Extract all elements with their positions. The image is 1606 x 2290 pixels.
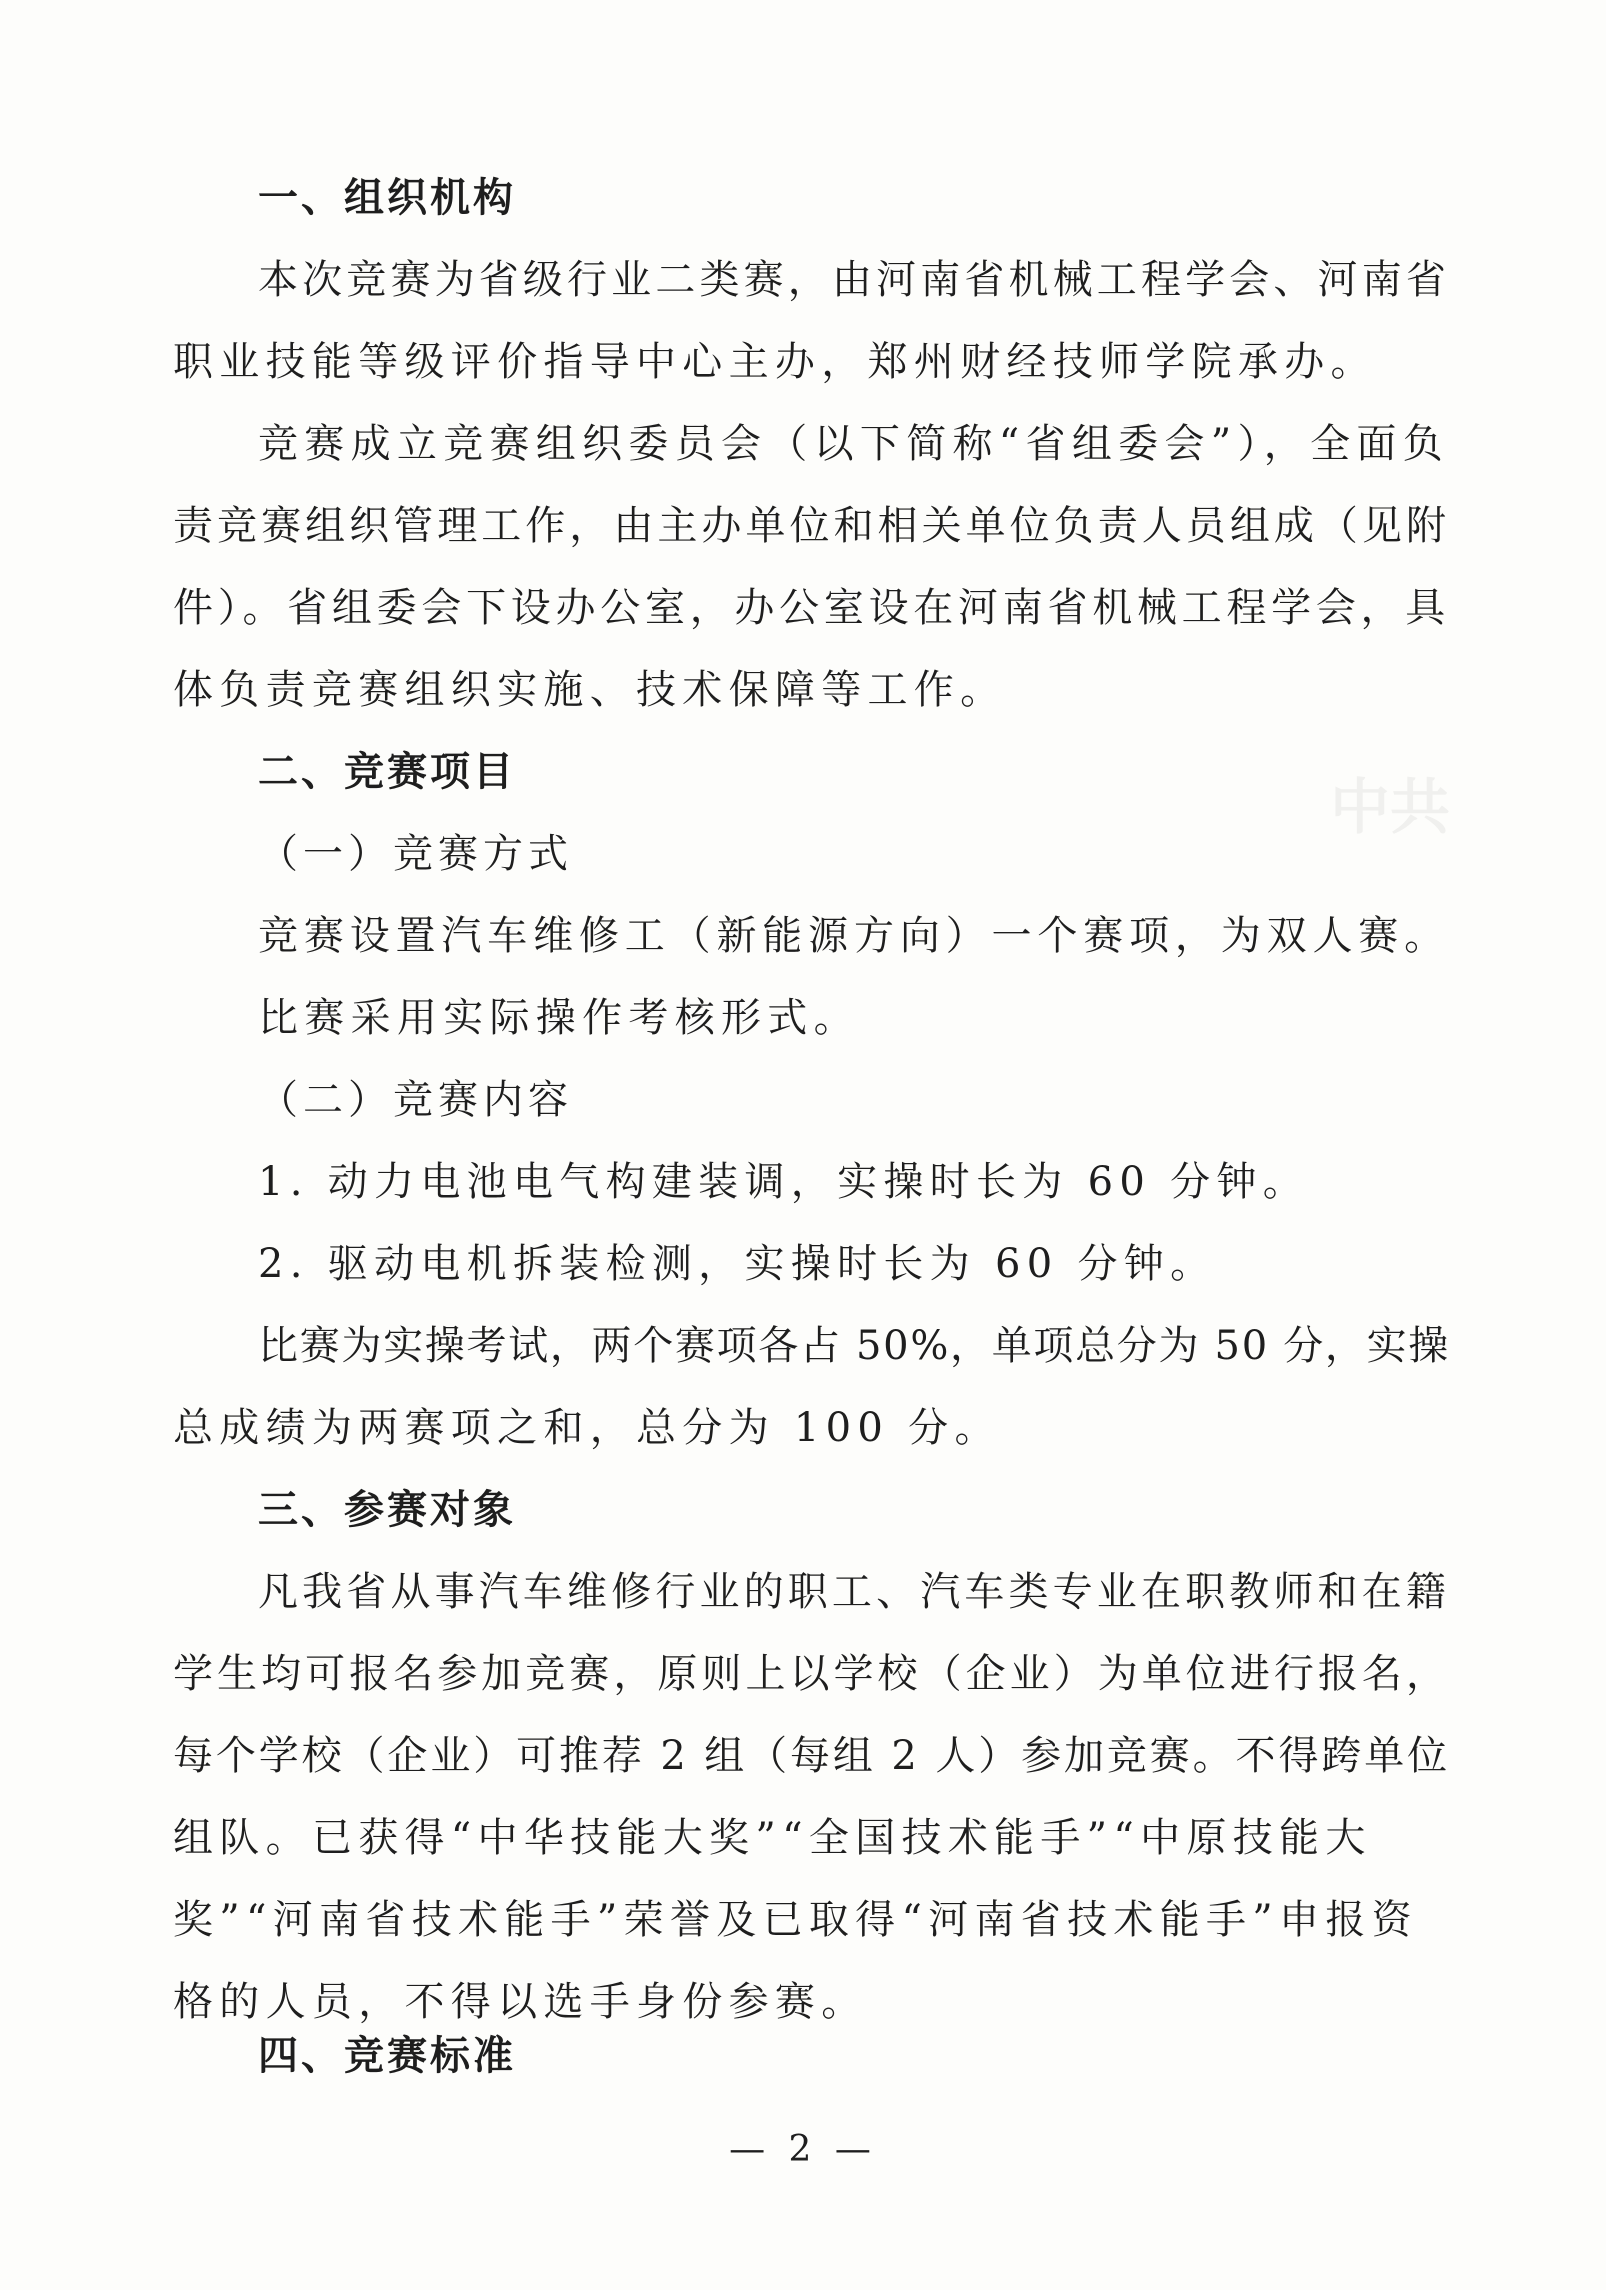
paragraph-text: 责竞赛组织管理工作，由主办单位和相关单位负责人员组成（见附 [173,503,1450,549]
paragraph-text: 件）。省组委会下设办公室，办公室设在河南省机械工程学会，具 [173,585,1450,631]
section-heading: 一、组织机构 [258,175,516,221]
page-number: — 2 — [729,2129,877,2170]
paragraph-text: 竞赛设置汽车维修工（新能源方向）一个赛项，为双人赛。 [258,913,1450,959]
paragraph-text: 奖”“河南省技术能手”荣誉及已取得“河南省技术能手”申报资 [173,1897,1418,1943]
paragraph-text: 格的人员，不得以选手身份参赛。 [173,1979,868,2025]
subsection-heading: （二）竞赛内容 [258,1077,573,1123]
subsection-heading: （一）竞赛方式 [258,831,573,877]
section-heading: 三、参赛对象 [258,1487,516,1533]
show-through-decoration: 中共 [1330,773,1450,843]
paragraph-text: 体负责竞赛组织实施、技术保障等工作。 [173,667,1007,713]
paragraph-text: 职业技能等级评价指导中心主办，郑州财经技师学院承办。 [173,339,1377,385]
paragraph-text: 总成绩为两赛项之和，总分为 100 分。 [173,1405,1001,1451]
list-item-text: 1. 动力电池电气构建装调，实操时长为 60 分钟。 [258,1159,1310,1205]
paragraph-text: 组队。已获得“中华技能大奖”“全国技术能手”“中原技能大 [173,1815,1372,1861]
paragraph-text: 比赛采用实际操作考核形式。 [258,995,860,1041]
section-heading: 四、竞赛标准 [258,2033,516,2079]
paragraph-text: 凡我省从事汽车维修行业的职工、汽车类专业在职教师和在籍 [258,1569,1450,1615]
paragraph-text: 本次竞赛为省级行业二类赛，由河南省机械工程学会、河南省 [258,257,1450,303]
list-item-text: 2. 驱动电机拆装检测，实操时长为 60 分钟。 [258,1241,1217,1287]
paragraph-text: 比赛为实操考试，两个赛项各占 50%，单项总分为 50 分，实操 [258,1323,1450,1369]
paragraph-text: 每个学校（企业）可推荐 2 组（每组 2 人）参加竞赛。不得跨单位 [173,1733,1450,1779]
paragraph-text: 竞赛成立竞赛组织委员会（以下简称“省组委会”），全面负 [258,421,1449,467]
paragraph-text: 学生均可报名参加竞赛，原则上以学校（企业）为单位进行报名， [173,1651,1450,1697]
section-heading: 二、竞赛项目 [258,749,516,795]
